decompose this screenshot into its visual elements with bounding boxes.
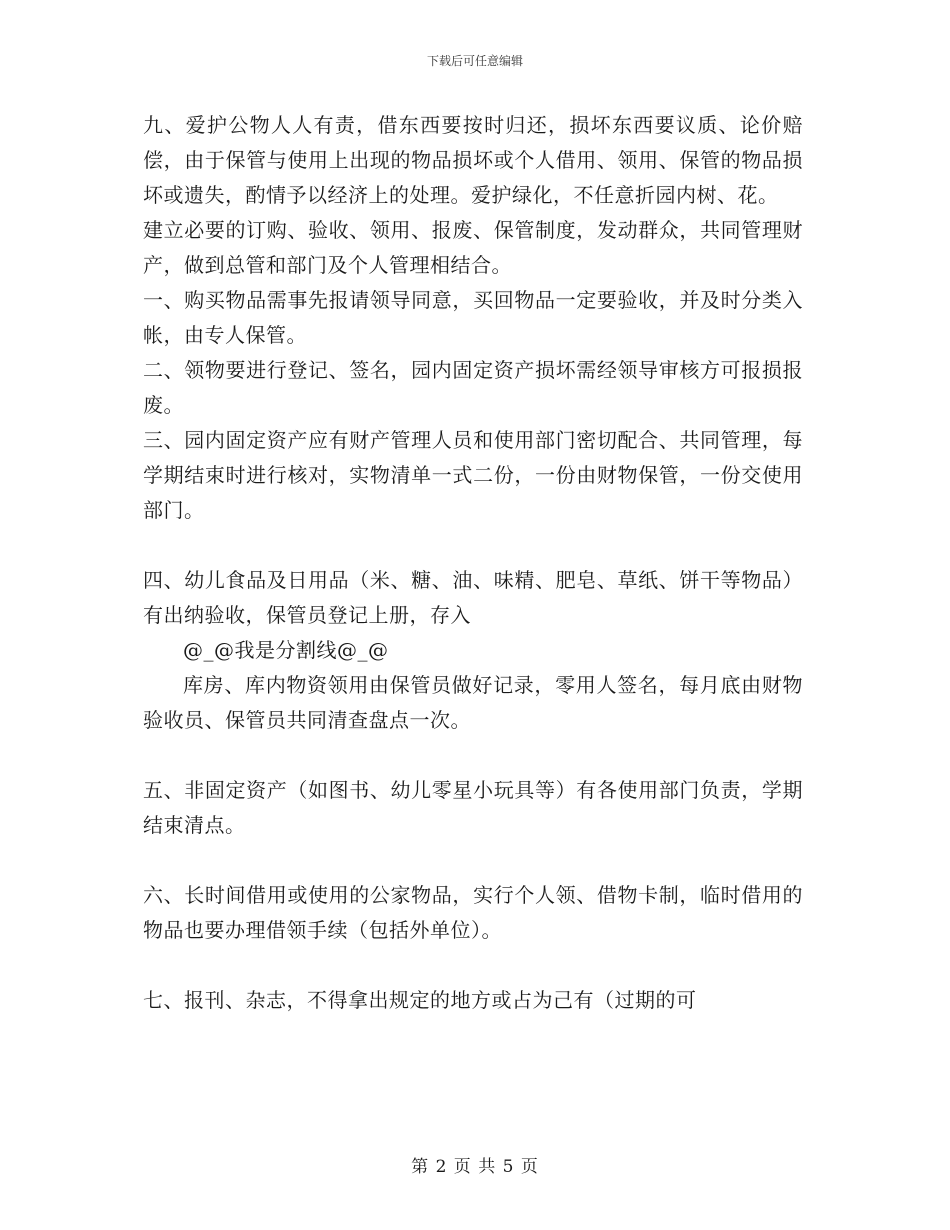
paragraph-system-intro: 建立必要的订购、验收、领用、报废、保管制度，发动群众，共同管理财产，做到总管和部门及个人管理相结合。 bbox=[143, 218, 803, 277]
paragraph-two: 二、领物要进行登记、签名，园内固定资产损坏需经领导审核方可报损报废。 bbox=[143, 358, 803, 417]
paragraph-one: 一、购买物品需事先报请领导同意，买回物品一定要验收，并及时分类入帐，由专人保管。 bbox=[143, 288, 803, 347]
paragraph-four: 四、幼儿食品及日用品（米、糖、油、味精、肥皂、草纸、饼干等物品）有出纳验收，保管员登记上册，存入 bbox=[143, 568, 803, 627]
blank-line bbox=[143, 948, 803, 983]
page-number: 第 2 页 共 5 页 bbox=[411, 1157, 539, 1177]
document-body bbox=[143, 108, 803, 1018]
blank-line bbox=[143, 843, 803, 878]
paragraph-five: 五、非固定资产（如图书、幼儿零星小玩具等）有各使用部门负责，学期结束清点。 bbox=[143, 778, 803, 837]
paragraph-six: 六、长时间借用或使用的公家物品，实行个人领、借物卡制，临时借用的物品也要办理借领手续（包括外单位）。 bbox=[143, 883, 803, 942]
page-header: 下载后可任意编辑 bbox=[426, 54, 523, 68]
paragraph-three: 三、园内固定资产应有财产管理人员和使用部门密切配合、共同管理，每学期结束时进行核对，实物清单一式二份，一份由财物保管，一份交使用部门。 bbox=[143, 428, 803, 522]
blank-line bbox=[143, 528, 803, 563]
paragraph-seven: 七、报刊、杂志，不得拿出规定的地方或占为己有（过期的可 bbox=[143, 988, 697, 1012]
blank-line bbox=[143, 738, 803, 773]
divider-text: @_@我是分割线@_@ bbox=[183, 638, 389, 662]
paragraph-warehouse: 库房、库内物资领用由保管员做好记录，零用人签名，每月底由财物验收员、保管员共同清查盘点一次。 bbox=[143, 673, 803, 732]
paragraph-nine: 九、爱护公物人人有责，借东西要按时归还，损坏东西要议质、论价赔偿，由于保管与使用上出现的物品损坏或个人借用、领用、保管的物品损坏或遗失，酌情予以经济上的处理。爱护绿化，不任意折园内树、花。 bbox=[143, 113, 803, 207]
